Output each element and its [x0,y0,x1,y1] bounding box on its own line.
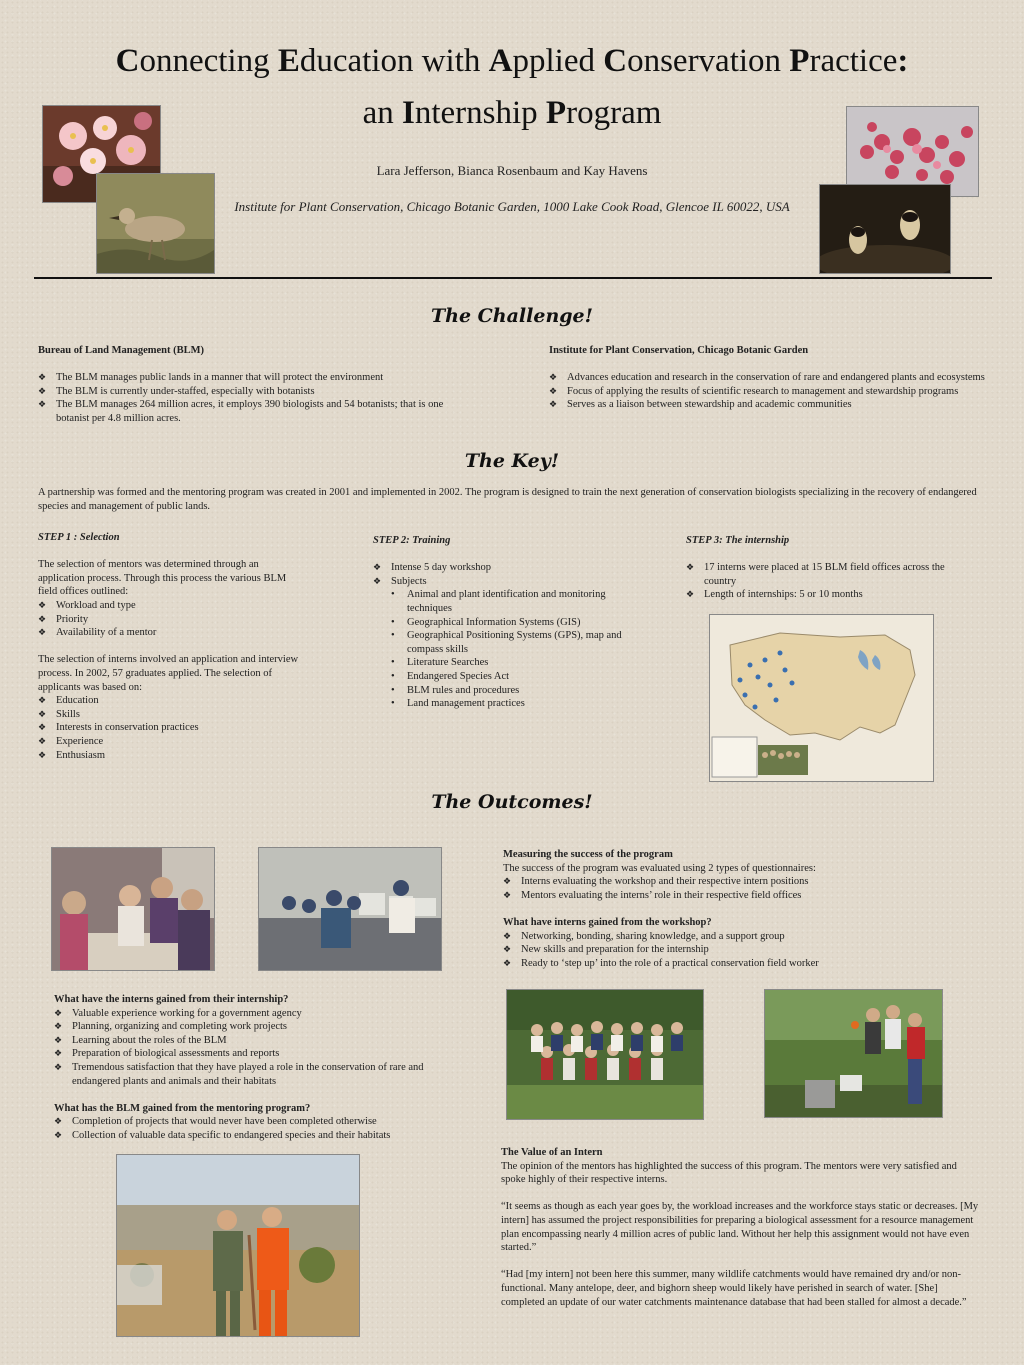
list-item: ❖ New skills and preparation for the internship [503,943,973,957]
key-title: The Key! [464,450,560,472]
list-item: ❖ Advances education and research in the conservation of rare and endangered plants and ecosystems [549,371,989,385]
list-item: • Animal and plant identification and monitoring techniques [389,588,638,615]
list-item: ❖ Completion of projects that would never have been completed otherwise [54,1115,434,1129]
us-map-photo [709,614,934,782]
value-text: The opinion of the mentors has highlighted the success of this program. The mentors were very satisfied and spoke highly of their respective interns. [501,1160,957,1186]
workshop-photo-2 [258,847,442,971]
measuring-text: The success of the program was evaluated using 2 types of questionnaires: [503,862,816,874]
step3-section [686,534,946,602]
title-initial: P [545,95,567,131]
list-item: ❖ Valuable experience working for a government agency [54,1007,434,1021]
ipc-heading: Institute for Plant Conservation, Chicago Botanic Garden [549,345,809,356]
value-heading: The Value of an Intern [501,1147,603,1158]
step1-mentor-text: The selection of mentors was determined through an application process. Through this process the various BLM field offices outlined: [38,559,287,598]
key-intro: A partnership was formed and the mentoring program was created in 2001 and implemented in 2002. The program is designed to train the next generation of conservation biologists specializing in the recovery of endangered species and management of public lands. [38,487,977,512]
outcomes-title: The Outcomes! [431,791,593,813]
challenge-title: The Challenge! [431,305,593,327]
blm-gain-heading: What has the BLM gained from the mentoring program? [54,1102,311,1114]
list-item: ❖ Intense 5 day workshop [373,561,638,575]
list-item: ❖ Education [38,694,303,708]
title-initial: I [402,95,415,131]
list-item: ❖ Focus of applying the results of scientific research to management and stewardship programs [549,385,989,399]
list-item: ❖ Learning about the roles of the BLM [54,1034,434,1048]
list-item: ❖ Ready to ‘step up’ into the role of a practical conservation field worker [503,957,973,971]
list-item: ❖ Workload and type [38,599,303,613]
mentor-quote-2: “Had [my intern] not been here this summer, many wildlife catchments would have remained dry and/or non-functional. Many antelope, deer, and bighorn sheep would likely have perished in search of water. [She] completed an update of our water catchments maintenance database that had been stalled for almost a decade.” [501,1269,967,1308]
title-word: ractice [809,43,898,79]
ferret-photo [819,184,951,274]
list-item: ❖ Subjects [373,575,638,589]
title-word: nternship [414,95,546,131]
title-initial: P [789,43,810,79]
field-work-photo [764,989,943,1118]
list-item: • Land management practices [389,697,638,711]
list-item: ❖ The BLM manages public lands in a manner that will protect the environment [38,371,478,385]
title-initial: A [488,43,513,79]
list-item: ❖ Preparation of biological assessments and reports [54,1047,434,1061]
title-word: pplied [512,43,604,79]
list-item: ❖ Planning, organizing and completing work projects [54,1020,434,1034]
value-section [501,1146,979,1309]
list-item: ❖ 17 interns were placed at 15 BLM field offices across the country [686,561,946,588]
list-item: ❖ The BLM manages 264 million acres, it employs 390 biologists and 54 botanists; that is one botanist per 4.8 million acres. [38,398,478,425]
list-item: ❖ Priority [38,613,303,627]
workshop-gain-heading: What have interns gained from the workshop? [503,916,712,928]
list-item: ❖ Enthusiasm [38,749,303,763]
list-item: ❖ Skills [38,708,303,722]
list-item: ❖ Interests in conservation practices [38,721,303,735]
ipc-section [549,344,989,412]
list-item: ❖ Serves as a liaison between stewardship and academic communities [549,398,989,412]
mentor-quote-1: “It seems as though as each year goes by, the workload increases and the workforce stays static or decreases. [My intern] has assumed the project responsibilities for preparing a biological assessment for a resource management plan encompassing nearly 4 million acres of public land. Without her help this assignment would not have even started.” [501,1201,979,1254]
workshop-photo-1 [51,847,215,971]
title-initial: C [603,43,628,79]
list-item: • Geographical Information Systems (GIS) [389,616,638,630]
step1-section [38,531,303,762]
title-word: an [362,95,402,131]
list-item: • BLM rules and procedures [389,684,638,698]
list-item: ❖ Interns evaluating the workshop and their respective intern positions [503,875,973,889]
list-item: ❖ Mentors evaluating the interns’ role in their respective field offices [503,889,973,903]
bird-photo [96,173,215,274]
list-item: ❖ Networking, bonding, sharing knowledge, and a support group [503,930,973,944]
list-item: ❖ Length of internships: 5 or 10 months [686,588,946,602]
list-item: ❖ Experience [38,735,303,749]
header-divider [34,277,992,279]
title-word: onservation [627,43,790,79]
step2-section [373,534,638,711]
interns-field-photo [116,1154,360,1337]
list-item: ❖ Availability of a mentor [38,626,303,640]
list-item: • Geographical Positioning Systems (GPS), map and compass skills [389,629,638,656]
step3-title: STEP 3: The internship [686,535,790,546]
list-item: • Literature Searches [389,656,638,670]
group-photo [506,989,704,1120]
title-initial: C [115,43,140,79]
list-item: ❖ Collection of valuable data specific to endangered species and their habitats [54,1129,434,1143]
title-word: ducation with [299,43,489,79]
authors: Lara Jefferson, Bianca Rosenbaum and Kay Havens [376,163,648,178]
title-initial: : [897,43,909,79]
title-word: rogram [566,95,662,131]
internship-gain-section [54,993,434,1143]
title-word: onnecting [139,43,278,79]
affiliation: Institute for Plant Conservation, Chicago Botanic Garden, 1000 Lake Cook Road, Glencoe IL 60022, USA [234,199,790,214]
blm-section [38,344,478,426]
blm-heading: Bureau of Land Management (BLM) [38,345,205,356]
list-item: ❖ The BLM is currently under-staffed, especially with botanists [38,385,478,399]
list-item: • Endangered Species Act [389,670,638,684]
measuring-heading: Measuring the success of the program [503,849,673,860]
step2-title: STEP 2: Training [373,535,451,546]
measuring-section [503,848,973,970]
list-item: ❖ Tremendous satisfaction that they have played a role in the conservation of rare and endangered plants and animals and their habitats [54,1061,434,1088]
title-initial: E [277,43,300,79]
step1-intern-text: The selection of interns involved an application and interview process. In 2002, 57 graduates applied. The selection of applicants was based on: [38,654,299,693]
poster-title-line1 [0,43,1024,80]
internship-gain-heading: What have the interns gained from their internship? [54,994,289,1005]
step1-title: STEP 1 : Selection [38,532,120,543]
